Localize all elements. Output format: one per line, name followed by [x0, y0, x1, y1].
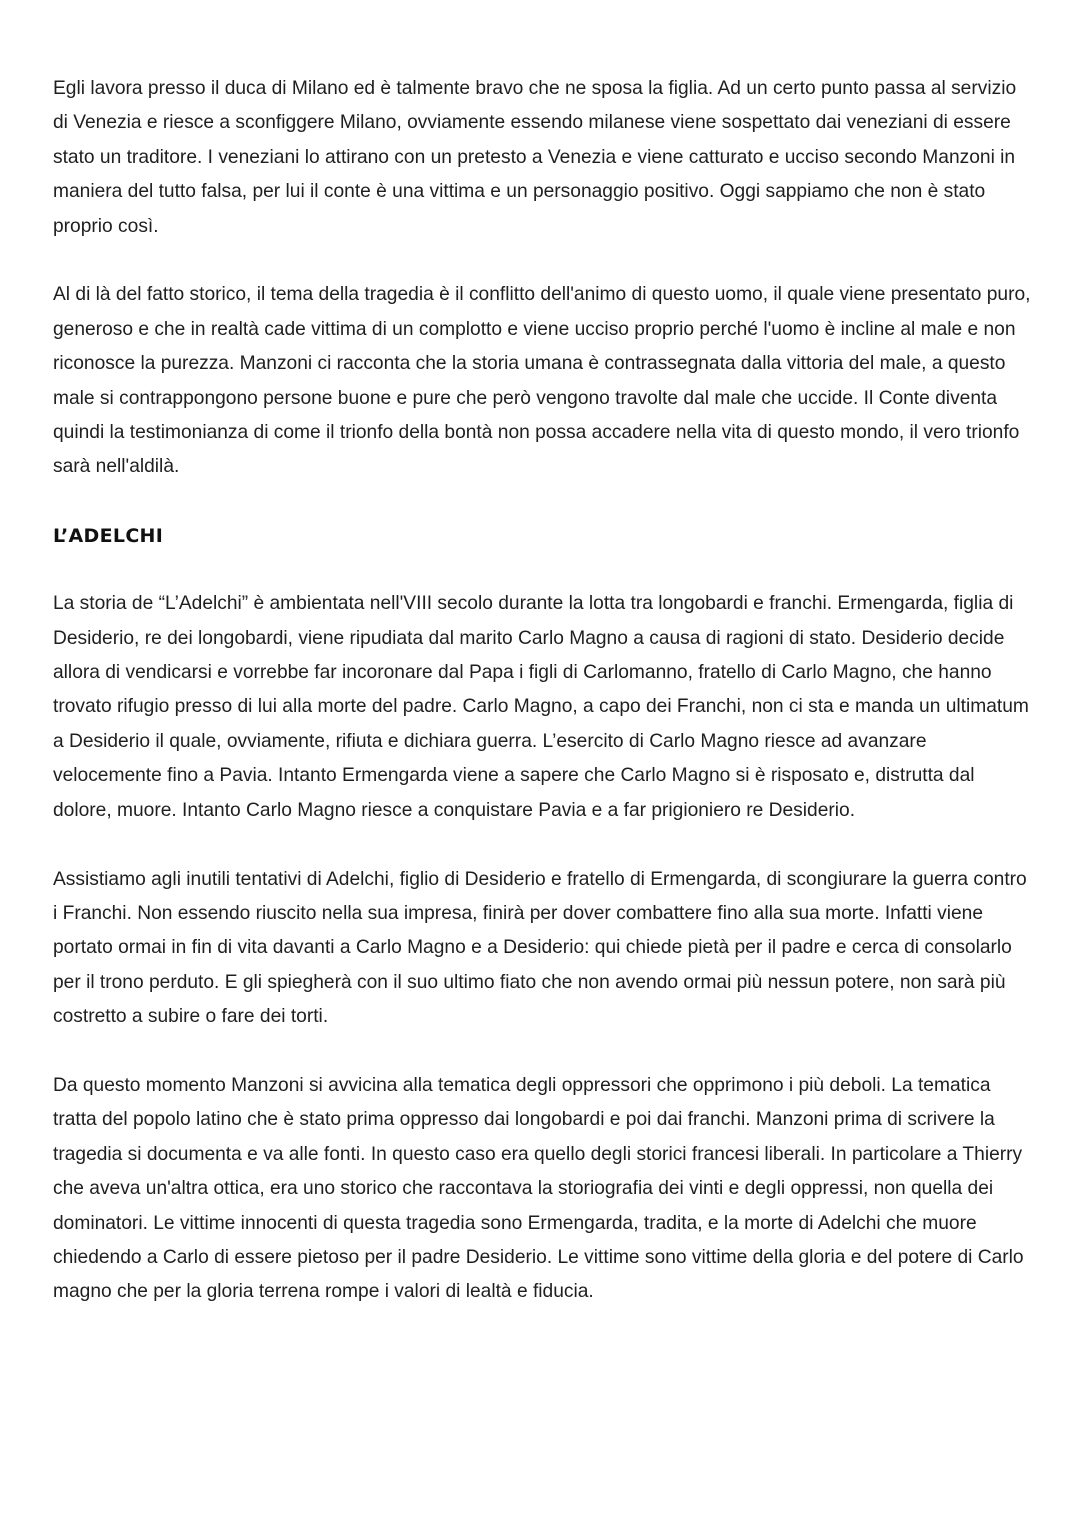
paragraph-spacer [53, 1035, 1033, 1069]
paragraph-spacer [53, 244, 1033, 278]
paragraph-adelchi-death: Assistiamo agli inutili tentativi di Adelchi, figlio di Desiderio e fratello di Ermengarda, di scongiurare la guerra contro i Franchi. Non essendo riuscito nella sua impresa, finirà per dover combattere fino alla sua morte. Infatti viene portato ormai in fin di vita davanti a Carlo Magno e a Desiderio: qui chiede pietà per il padre e cerca di consolarlo per il trono perduto. E gli spiegherà con il suo ultimo fiato che non avendo ormai più nessun potere, non sarà più costretto a subire o fare dei torti. [53, 868, 1027, 1028]
paragraph-adelchi-plot: La storia de “L’Adelchi” è ambientata nell'VIII secolo durante la lotta tra longobardi e franchi. Ermengarda, figlia di Desiderio, re dei longobardi, viene ripudiata dal marito Carlo Magno a causa di ragioni di stato. Desiderio decide allora di vendicarsi e vorrebbe far incoronare dal Papa i figli di Carlomanno, fratello di Carlo Magno, che hanno trovato rifugio presso di lui alla morte del padre. Carlo Magno, a capo dei Franchi, non ci sta e manda un ultimatum a Desiderio il quale, ovviamente, rifiuta e dichiara guerra. L’esercito di Carlo Magno riesce ad avanzare velocemente fino a Pavia. Intanto Ermengarda viene a sapere che Carlo Magno si è risposato e, distrutta dal dolore, muore. Intanto Carlo Magno riesce a conquistare Pavia e a far prigioniero re Desiderio. [53, 593, 1029, 821]
paragraph-adelchi-theme: Da questo momento Manzoni si avvicina alla tematica degli oppressori che opprimono i più deboli. La tematica tratta del popolo latino che è stato prima oppresso dai longobardi e poi dai franchi. Manzoni prima di scrivere la tragedia si documenta e va alle fonti. In questo caso era quello degli storici francesi liberali. In particolare a Thierry che aveva un'altra ottica, era uno storico che raccontava la storiografia dei vinti e degli oppressi, non quella dei dominatori. Le vittime innocenti di questa tragedia sono Ermengarda, tradita, e la morte di Adelchi che muore chiedendo a Carlo di essere pietoso per il padre Desiderio. Le vittime sono vittime della gloria e del potere di Carlo magno che per la gloria terrena rompe i valori di lealtà e fiducia. [53, 1074, 1024, 1303]
section-heading-adelchi: L’ADELCHI [53, 524, 164, 547]
paragraph-spacer [53, 828, 1033, 862]
heading-spacer-after [53, 553, 1033, 587]
document-page [53, 72, 1033, 1310]
paragraph-conte-career: Egli lavora presso il duca di Milano ed è talmente bravo che ne sposa la figlia. Ad un certo punto passa al servizio di Venezia e riesce a sconfiggere Milano, ovviamente essendo milanese viene sospettato dai veneziani di essere stato un traditore. I veneziani lo attirano con un pretesto a Venezia e viene catturato e ucciso secondo Manzoni in maniera del tutto falsa, per lui il conte è una vittima e un personaggio positivo. Oggi sappiamo che non è stato proprio così. [53, 78, 1017, 237]
paragraph-conte-theme: Al di là del fatto storico, il tema della tragedia è il conflitto dell'animo di questo uomo, il quale viene presentato puro, generoso e che in realtà cade vittima di un complotto e viene ucciso proprio perché l'uomo è incline al male e non riconosce la purezza. Manzoni ci racconta che la storia umana è contrassegnata dalla vittoria del male, a questo male si contrappongono persone buone e pure che però vengono travolte dal male che uccide. Il Conte diventa quindi la testimonianza di come il trionfo della bontà non possa accadere nella vita di questo mondo, il vero trionfo sarà nell'aldilà. [53, 284, 1031, 478]
heading-spacer-before [53, 485, 1033, 519]
